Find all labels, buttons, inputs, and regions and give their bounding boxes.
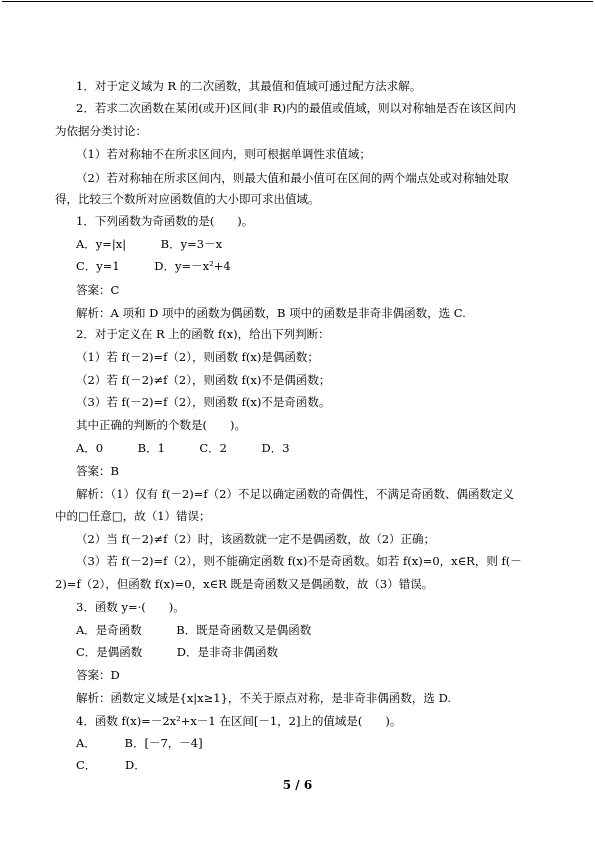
question-3-options-ab: A．是奇函数 B．既是奇函数又是偶函数 [76, 623, 312, 637]
text-line-1: 1．对于定义域为 R 的二次函数，其最值和值域可通过配方法求解。 [76, 79, 422, 93]
question-2-options: A．0 B．1 C．2 D．3 [76, 441, 290, 455]
page-number: 5 / 6 [282, 778, 313, 792]
question-3-answer: 答案：D [76, 668, 120, 682]
text-line-3: 为依据分类讨论： [55, 124, 147, 138]
question-1-analysis: 解析：A 项和 D 项中的函数为偶函数，B 项中的函数是非奇非偶函数，选 C. [76, 306, 466, 320]
question-1: 1．下列函数为奇函数的是( )。 [76, 214, 254, 228]
question-2-answer: 答案：B [76, 464, 119, 478]
question-2-statement-1: （1）若 f(－2)=f（2），则函数 f(x)是偶函数； [76, 350, 319, 364]
text-line-4: （1）若对称轴不在所求区间内，则可根据单调性求值域； [76, 147, 371, 161]
question-2-analysis-line-5: 2)=f（2），但函数 f(x)=0，x∈R 既是奇函数又是偶函数，故（3）错误。 [55, 577, 434, 591]
question-4-options-ab: A． B．[－7，－4] [76, 736, 203, 750]
text-line-5: （2）若对称轴在所求区间内，则最大值和最小值可在区间的两个端点处或对称轴处取 [76, 171, 509, 185]
question-2: 2．对于定义在 R 上的函数 f(x)，给出下列判断： [76, 327, 330, 341]
question-4: 4．函数 f(x)=－2x²+x－1 在区间[－1，2]上的值域是( )。 [76, 714, 402, 728]
question-2-analysis-line-2: 中的□任意□，故（1）错误； [55, 509, 211, 523]
question-2-analysis-line-1: 解析：（1）仅有 f(－2)=f（2）不足以确定函数的奇偶性，不满足奇函数、偶函数定义 [76, 487, 514, 501]
question-2-statement-2: （2）若 f(－2)≠f（2），则函数 f(x)不是偶函数； [76, 373, 331, 387]
question-2-prompt: 其中正确的判断的个数是( )。 [76, 418, 246, 432]
question-2-analysis-line-4: （3）若 f(－2)=f（2），则不能确定函数 f(x)不是奇函数。如若 f(x)=0，x∈R，则 f(－ [76, 554, 522, 568]
question-4-options-cd: C． D． [76, 758, 146, 772]
question-1-options-ab: A．y=|x| B．y=3－x [76, 237, 223, 251]
text-line-6: 得，比较三个数所对应函数值的大小即可求出值域。 [55, 192, 320, 206]
question-3-analysis: 解析：函数定义域是{x|x≥1}，不关于原点对称，是非奇非偶函数，选 D. [76, 691, 452, 705]
question-3-options-cd: C．是偶函数 D．是非奇非偶函数 [76, 645, 279, 659]
question-1-options-cd: C．y=1 D．y=－x²+4 [76, 259, 231, 273]
text-line-2: 2．若求二次函数在某闭(或开)区间(非 R)内的最值或值域，则以对称轴是否在该区间内 [76, 101, 517, 115]
question-3: 3．函数 y=·( )。 [76, 600, 185, 614]
question-2-statement-3: （3）若 f(－2)=f（2），则函数 f(x)不是奇函数。 [76, 395, 331, 409]
question-2-analysis-line-3: （2）当 f(－2)≠f（2）时，该函数就一定不是偶函数，故（2）正确； [76, 532, 436, 546]
question-1-answer: 答案：C [76, 283, 120, 297]
